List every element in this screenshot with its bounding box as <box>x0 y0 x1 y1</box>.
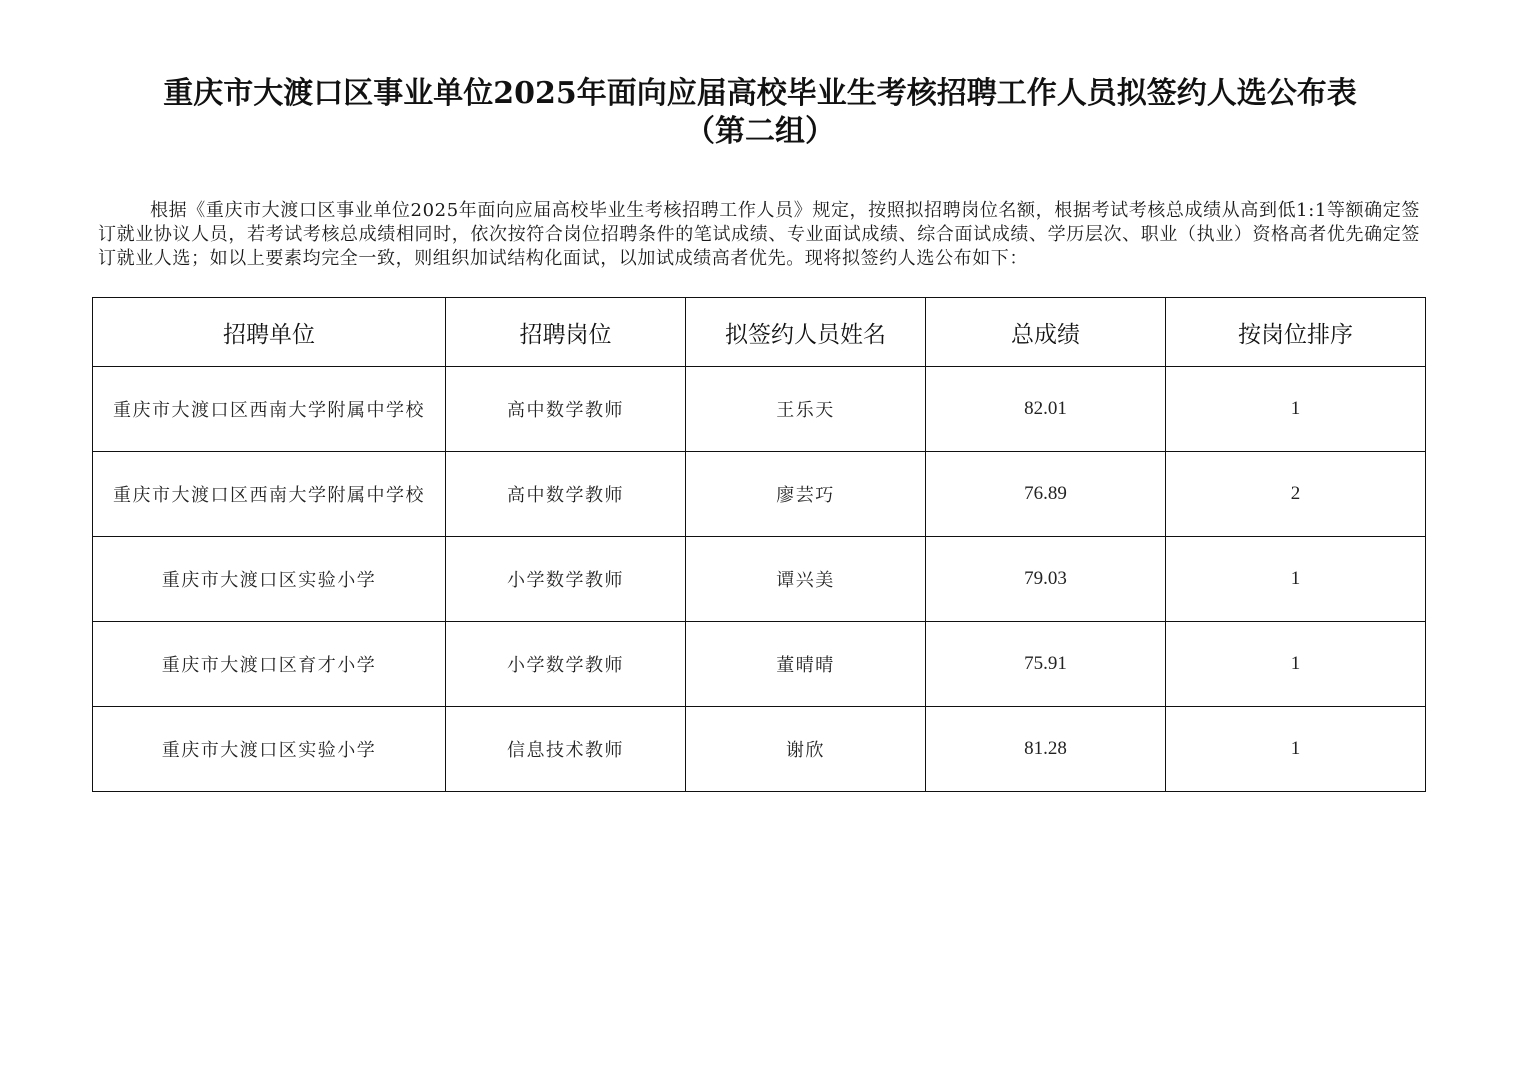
cell-score: 82.01 <box>926 367 1166 452</box>
table-row <box>93 367 1426 452</box>
cell-rank: 2 <box>1166 452 1426 537</box>
table-row <box>93 622 1426 707</box>
intro-paragraph: 根据《重庆市大渡口区事业单位2025年面向应届高校毕业生考核招聘工作人员》规定，按照拟招聘岗位名额，根据考试考核总成绩从高到低1:1等额确定签订就业协议人员，若考试考核总成绩相同时，依次按符合岗位招聘条件的笔试成绩、专业面试成绩、综合面试成绩、学历层次、职业（执业）资格高者优先确定签订就业人选；如以上要素均完全一致，则组织加试结构化面试，以加试成绩高者优先。现将拟签约人选公布如下： <box>98 200 1420 269</box>
cell-score: 79.03 <box>926 537 1166 622</box>
cell-rank: 1 <box>1166 367 1426 452</box>
header-score: 总成绩 <box>926 298 1166 367</box>
table-row <box>93 452 1426 537</box>
header-unit: 招聘单位 <box>93 298 446 367</box>
cell-unit: 重庆市大渡口区实验小学 <box>93 537 446 622</box>
cell-rank: 1 <box>1166 622 1426 707</box>
cell-post: 高中数学教师 <box>446 452 686 537</box>
cell-name: 谭兴美 <box>686 537 926 622</box>
candidate-table <box>92 297 1426 792</box>
cell-rank: 1 <box>1166 537 1426 622</box>
cell-score: 81.28 <box>926 707 1166 792</box>
cell-unit: 重庆市大渡口区育才小学 <box>93 622 446 707</box>
cell-name: 王乐天 <box>686 367 926 452</box>
cell-unit: 重庆市大渡口区实验小学 <box>93 707 446 792</box>
cell-unit: 重庆市大渡口区西南大学附属中学校 <box>93 367 446 452</box>
header-rank: 按岗位排序 <box>1166 298 1426 367</box>
header-post: 招聘岗位 <box>446 298 686 367</box>
cell-post: 高中数学教师 <box>446 367 686 452</box>
document-title: 重庆市大渡口区事业单位2025年面向应届高校毕业生考核招聘工作人员拟签约人选公布表 <box>163 76 1357 111</box>
cell-rank: 1 <box>1166 707 1426 792</box>
cell-score: 75.91 <box>926 622 1166 707</box>
cell-post: 信息技术教师 <box>446 707 686 792</box>
table-row <box>93 537 1426 622</box>
table-row <box>93 707 1426 792</box>
cell-post: 小学数学教师 <box>446 622 686 707</box>
cell-unit: 重庆市大渡口区西南大学附属中学校 <box>93 452 446 537</box>
header-name: 拟签约人员姓名 <box>686 298 926 367</box>
cell-name: 董晴晴 <box>686 622 926 707</box>
cell-score: 76.89 <box>926 452 1166 537</box>
table-header-row <box>93 298 1426 367</box>
document-subtitle: （第二组） <box>685 114 835 149</box>
cell-name: 廖芸巧 <box>686 452 926 537</box>
cell-name: 谢欣 <box>686 707 926 792</box>
cell-post: 小学数学教师 <box>446 537 686 622</box>
